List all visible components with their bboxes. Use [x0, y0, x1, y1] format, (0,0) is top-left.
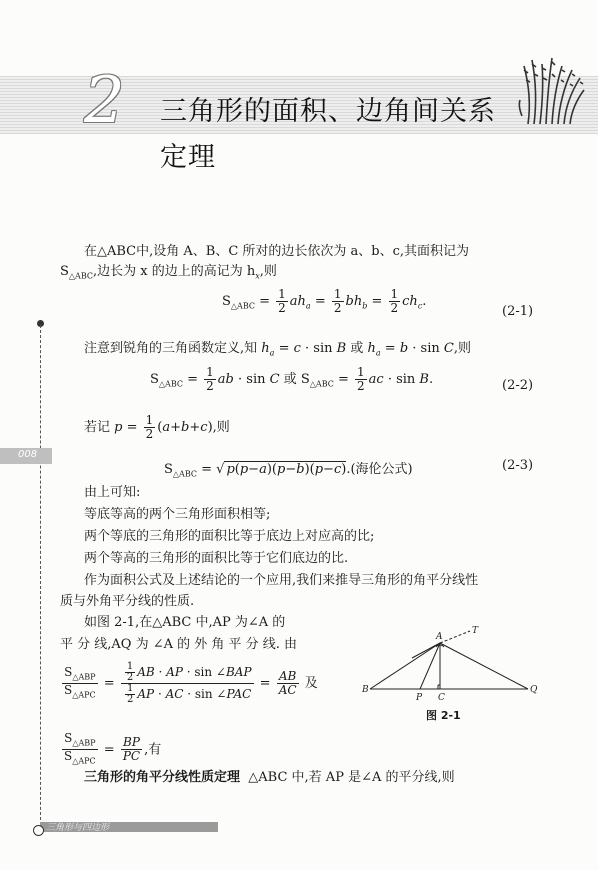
- equation-number-2-2: (2-2): [502, 378, 534, 393]
- fig-label-q: Q: [530, 685, 538, 695]
- eq2-or: 或: [283, 372, 297, 387]
- equation-ratio-1: $\frac{S_{\triangle ABP}}{S_{\triangle APC}}$ = $\frac{1}{2}$ AB · AP · sin ∠BAP $\frac{1}{2}$ AP · AC · sin ∠PAC = $\frac{AB}{AC}$ 及: [64, 661, 318, 705]
- para-3-text: 若记: [84, 420, 111, 435]
- equation-ratio-2: $\frac{S_{\triangle ABP}}{S_{\triangle APC}}$ = $\frac{BP}{PC}$ ,有: [64, 731, 162, 766]
- para-2: 注意到锐角的三角函数定义,知 $h_a = c \cdot \sin B$ 或 $h_a = b \cdot \sin C$,则: [84, 341, 471, 358]
- para-2-or: 或: [350, 341, 364, 356]
- footer-label: 三角形与四边形: [46, 823, 110, 833]
- margin-dashed-line: [40, 325, 41, 830]
- eq3-note: .(海伦公式): [346, 462, 413, 477]
- fig-label-b: B: [362, 685, 369, 695]
- page-number: 008: [18, 449, 38, 460]
- line-conclusion-1: 等底等高的两个三角形面积相等;: [84, 507, 271, 522]
- fig-label-c: C: [438, 693, 445, 703]
- para-1a: 在△ABC中,设角 A、B、C 所对的边长依次为 a、b、c,其面积记为: [84, 244, 470, 259]
- line-conclusion-intro: 由上可知:: [84, 485, 141, 500]
- you-text: ,有: [144, 742, 162, 758]
- line-figure-ref-1: 如图 2-1,在△ABC 中,AP 为∠A 的: [84, 615, 286, 630]
- margin-circle: [33, 825, 44, 836]
- figure-2-1: [360, 625, 540, 705]
- para-1b-end: ,则: [259, 264, 277, 279]
- fig-label-a: A: [436, 632, 443, 642]
- grass-decoration-icon: [518, 56, 588, 126]
- chapter-title-line2: 定理: [160, 142, 216, 173]
- equation-number-2-3: (2-3): [502, 458, 534, 473]
- theorem-text: △ABC 中,若 AP 是∠A 的平分线,则: [248, 770, 455, 785]
- para-2-end: ,则: [453, 341, 471, 356]
- para-1b-text: ,边长为 x 的边上的高记为 h: [92, 264, 256, 279]
- ji-text: 及: [304, 676, 318, 691]
- para-3-end: ,则: [212, 420, 230, 435]
- figure-caption: 图 2-1: [426, 709, 461, 722]
- para-2-text: 注意到锐角的三角函数定义,知: [84, 341, 258, 356]
- para-1b: $S_{\triangle ABC}$,边长为 x 的边上的高记为 $h_x$,则: [60, 264, 277, 281]
- fig-label-t: T: [472, 626, 479, 636]
- line-figure-ref-2: 平 分 线,AQ 为 ∠A 的 外 角 平 分 线. 由: [60, 637, 298, 652]
- theorem-name: 三角形的角平分线性质定理: [84, 770, 241, 785]
- chapter-number: 2: [84, 64, 125, 138]
- equation-2-3: $S_{\triangle ABC}$ = √ p(p−a)(p−b)(p−c).(海伦公式): [164, 462, 413, 479]
- line-application-2: 质与外角平分线的性质.: [60, 594, 195, 609]
- equation-2-2: $S_{\triangle ABC}$ = $\frac{1}{2}$ ab · sin C 或 $S_{\triangle ABC}$ = $\frac{1}{2}$ ac · sin B.: [150, 365, 434, 393]
- equation-2-1: $S_{\triangle ABC}$ = $\frac{1}{2}$ $ah_a$ = $\frac{1}{2}$ $bh_b$ = $\frac{1}{2}$ $ch_c$.: [222, 287, 427, 315]
- line-application-1: 作为面积公式及上述结论的一个应用,我们来推导三角形的角平分线性: [84, 573, 479, 588]
- line-conclusion-2: 两个等底的三角形的面积比等于底边上对应高的比;: [84, 529, 375, 544]
- chapter-title-line1: 三角形的面积、边角间关系: [160, 96, 496, 127]
- theorem-line: [84, 769, 455, 787]
- line-conclusion-3: 两个等高的三角形的面积比等于它们底边的比.: [84, 551, 349, 566]
- fig-label-p: P: [416, 693, 423, 703]
- equation-number-2-1: (2-1): [502, 304, 534, 319]
- para-3: 若记 p = $\frac{1}{2}$ (a+b+c),则: [84, 413, 230, 441]
